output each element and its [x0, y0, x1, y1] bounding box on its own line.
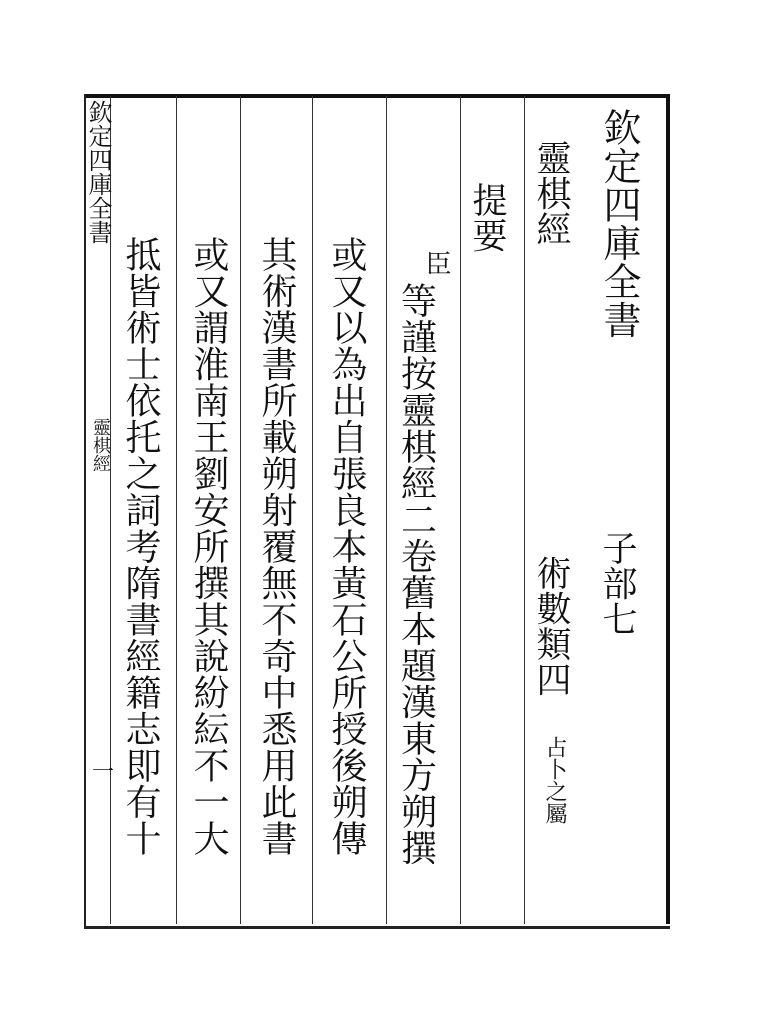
margin-page-number: 一 — [92, 760, 115, 785]
column-rule — [176, 96, 177, 924]
category: 子部七 — [597, 530, 637, 637]
column-rule — [312, 96, 313, 924]
body-column-4: 或又謂淮南王劉安所撰其說紛紜不一大 — [188, 236, 229, 857]
page-border-right — [666, 94, 670, 924]
subcategory: 術數類四 — [531, 555, 571, 697]
page-border-bottom — [84, 926, 670, 929]
body-column-2: 或又以為出自張良本黃石公所授後朔傳 — [326, 236, 367, 857]
column-rule — [460, 96, 461, 924]
body-column-5: 抵皆術士依托之詞考隋書經籍志即有十 — [120, 236, 161, 857]
page-border-top — [84, 94, 670, 98]
column-rule — [240, 96, 241, 924]
column-rule — [386, 96, 387, 924]
collection-title: 欽定四庫全書 — [597, 108, 641, 339]
official-mark: 臣 — [421, 250, 451, 276]
book-title: 靈棋經 — [531, 140, 571, 247]
body-column-3: 其術漢書所載朔射覆無不奇中悉用此書 — [256, 236, 297, 857]
margin-book-title: 靈棋經 — [90, 418, 111, 472]
section-heading: 提要 — [467, 182, 507, 253]
subcategory-note: 占卜之屬 — [542, 736, 567, 824]
column-rule — [524, 96, 525, 924]
body-column-1: 等謹按靈棋經二卷舊本題漢東方朔撰 — [395, 282, 437, 866]
margin-collection-title: 欽定四庫全書 — [84, 100, 112, 244]
